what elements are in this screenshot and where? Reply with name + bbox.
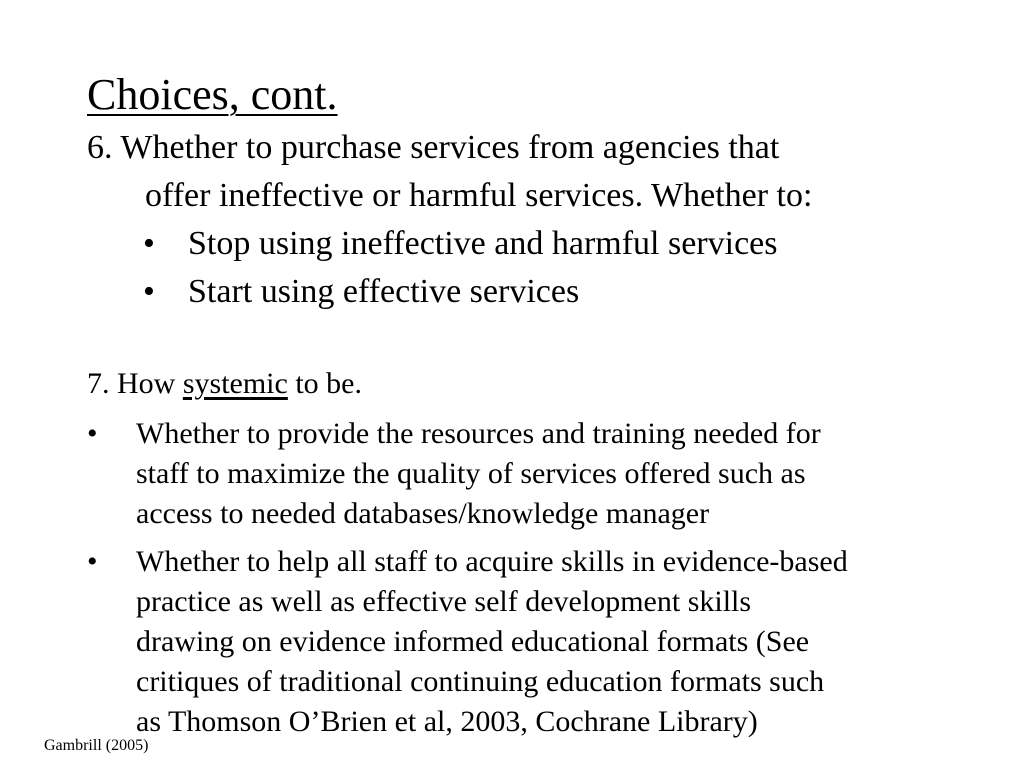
bullet-glyph: • [143,225,155,262]
bullet-glyph: • [87,417,98,450]
item7-bullet-1 [136,414,1024,534]
item7-bullet-1-line: access to needed databases/knowledge manager [136,497,710,530]
item7-bullet-1-line: staff to maximize the quality of services offered such as [136,457,806,490]
item7-bullet-1-line: Whether to provide the resources and training needed for [136,417,821,450]
item7-bullet-2-line: practice as well as effective self development skills [136,585,752,618]
item7-emphasis: systemic [182,367,288,400]
bullet-glyph: • [87,545,98,578]
slide-title: Choices, cont. [87,70,338,119]
item7-bullet-2-line: drawing on evidence informed educational formats (See [136,625,810,658]
item6-bullet-2: Start using effective services [188,273,580,310]
item7-bullet-2 [136,542,1024,742]
item7-prefix: 7. How [87,367,183,400]
item6-line1: 6. Whether to purchase services from agencies that [87,129,780,166]
item6-bullet-1: Stop using ineffective and harmful services [188,225,778,262]
item6-line2: offer ineffective or harmful services. Whether to: [145,177,813,214]
item7-bullet-2-line: critiques of traditional continuing education formats such [136,665,825,698]
item7-bullet-2-line: Whether to help all staff to acquire skills in evidence-based [136,545,848,578]
item7-heading [87,364,362,404]
item7-suffix: to be. [287,367,362,400]
item7-bullet-2-line: as Thomson O’Brien et al, 2003, Cochrane Library) [136,705,758,738]
bullet-glyph: • [143,273,155,310]
footer-citation: Gambrill (2005) [44,737,149,754]
